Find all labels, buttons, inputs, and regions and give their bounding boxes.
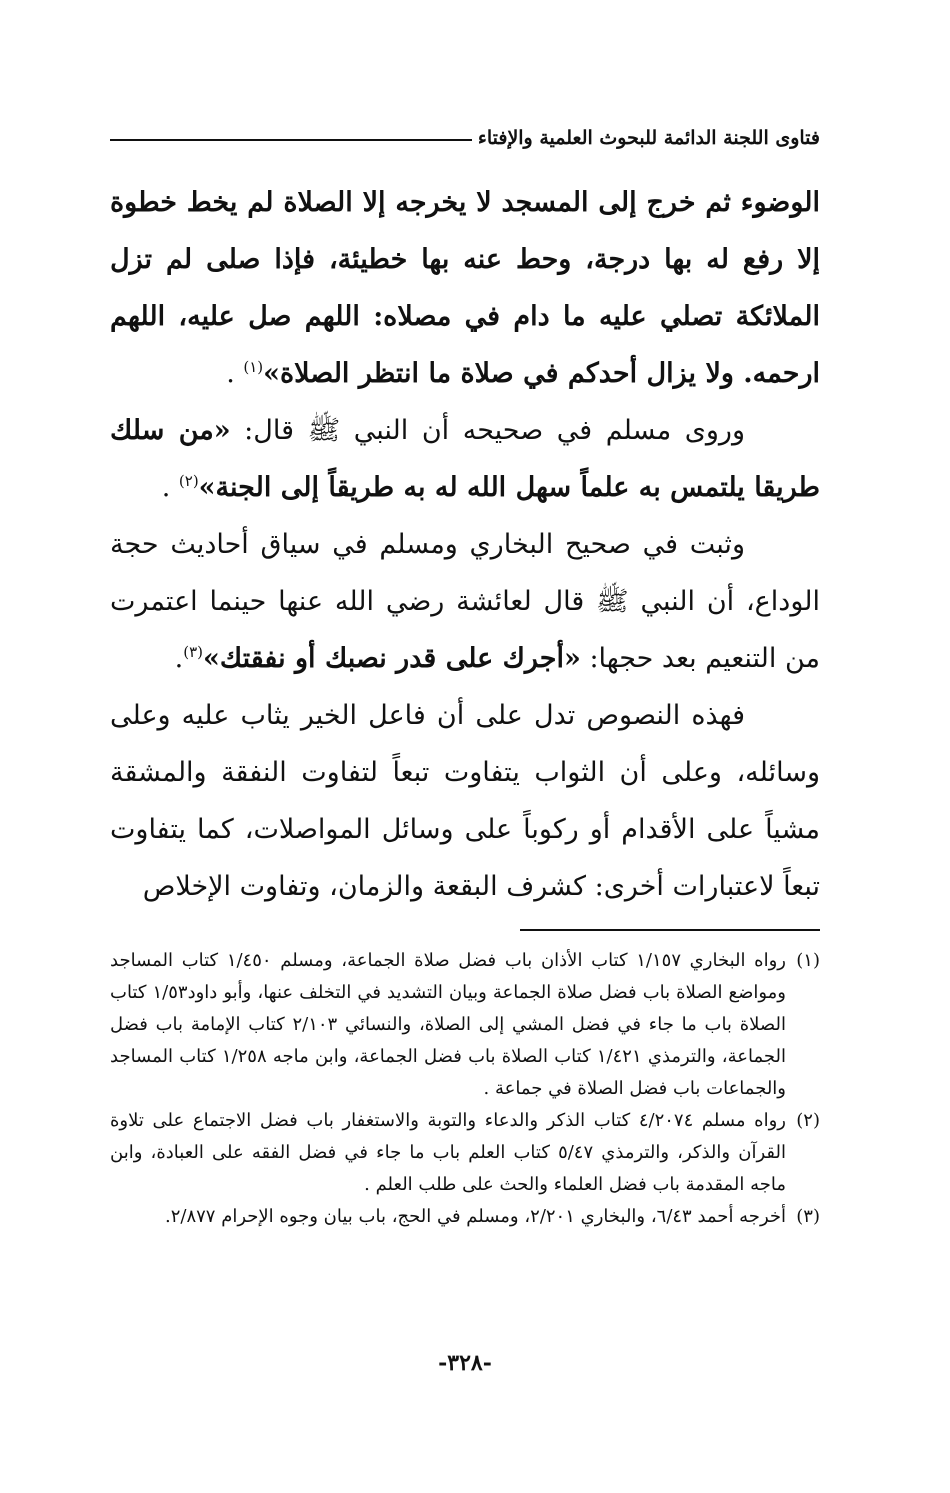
footnote-2: [110, 1105, 820, 1201]
paragraph-4: فهذه النصوص تدل على أن فاعل الخير يثاب عليه وعلى وسائله، وعلى أن الثواب يتفاوت تبعاً لتفاوت النفقة والمشقة مشياً على الأقدام أو ركوباً على وسائل المواصلات، كما يتفاوت تبعاً لاعتبارات أخرى: كشرف البقعة والزمان، وتفاوت الإخلاص: [110, 700, 820, 902]
paragraph-3: [110, 516, 820, 687]
footnote-ref-3: (٣): [183, 643, 203, 661]
paragraph-tail: .: [161, 472, 179, 503]
footnote-text: رواه مسلم ٤/٢٠٧٤ كتاب الذكر والدعاء والتوبة والاستغفار باب فضل الاجتماع على تلاوة القرآن والذكر، والترمذي ٥/٤٧ كتاب العلم باب ما جاء في فضل الفقه على العبادة، وابن ماجه المقدمة باب فضل العلماء والحث على طلب العلم .: [110, 1110, 786, 1195]
book-page: [110, 118, 820, 1378]
footnote-text: رواه البخاري ١/١٥٧ كتاب الأذان باب فضل صلاة الجماعة، ومسلم ١/٤٥٠ كتاب المساجد ومواضع الصلاة باب فضل صلاة الجماعة وبيان التشديد في التخلف عنها، وأبو داود١/٥٣ كتاب الصلاة باب ما جاء في فضل المشي إلى الصلاة، والنسائي ٢/١٠٣ كتاب الإمامة باب فضل الجماعة، والترمذي ١/٤٢١ كتاب الصلاة باب فضل الجماعة، وابن ماجه ١/٢٥٨ كتاب المساجد والجماعات باب فضل الصلاة في جماعة .: [110, 950, 786, 1099]
footnote-3: [110, 1201, 820, 1233]
footnote-text: أخرجه أحمد ٦/٤٣، والبخاري ٢/٢٠١، ومسلم في الحج، باب بيان وجوه الإحرام ٢/٨٧٧.: [165, 1206, 786, 1227]
footnote-number: (١): [796, 950, 820, 971]
footnotes: [110, 945, 820, 1233]
paragraph-1: [110, 174, 820, 402]
paragraph-lead: وثبت في صحيح البخاري ومسلم في سياق أحاديث حجة الوداع، أن النبي ﷺ قال لعائشة رضي الله عنها حينما اعتمرت من التنعيم بعد حجها:: [110, 529, 820, 674]
paragraph-lead: وروى مسلم في صحيحه أن النبي ﷺ قال:: [230, 415, 745, 446]
header-rule: [110, 139, 472, 141]
footnote-separator: [520, 929, 820, 931]
hadith-text: «أجرك على قدر نصبك أو نفقتك»: [203, 643, 581, 674]
paragraph-2: [110, 402, 820, 516]
footnote-number: (٢): [796, 1110, 820, 1131]
footnote-1: [110, 945, 820, 1105]
footnote-ref-1: (١): [243, 358, 264, 376]
main-text: [110, 174, 820, 915]
running-header: [110, 118, 820, 158]
hadith-text: الوضوء ثم خرج إلى المسجد لا يخرجه إلا الصلاة لم يخط خطوة إلا رفع له بها درجة، وحط عنه بها خطيئة، فإذا صلى لم تزل الملائكة تصلي عليه ما دام في مصلاه: اللهم صل عليه، اللهم ارحمه. ولا يزال أحدكم في صلاة ما انتظر الصلاة»: [110, 187, 820, 389]
footnote-ref-2: (٢): [178, 472, 199, 490]
footnote-number: (٣): [796, 1206, 820, 1227]
paragraph-tail: .: [226, 358, 244, 389]
page-number: -٣٢٨-: [438, 1350, 492, 1376]
hadith-text: «من سلك طريقا يلتمس به علماً سهل الله له به طريقاً إلى الجنة»: [110, 415, 820, 503]
header-title: فتاوى اللجنة الدائمة للبحوث العلمية والإفتاء: [477, 127, 820, 149]
paragraph-tail: .: [174, 643, 184, 674]
